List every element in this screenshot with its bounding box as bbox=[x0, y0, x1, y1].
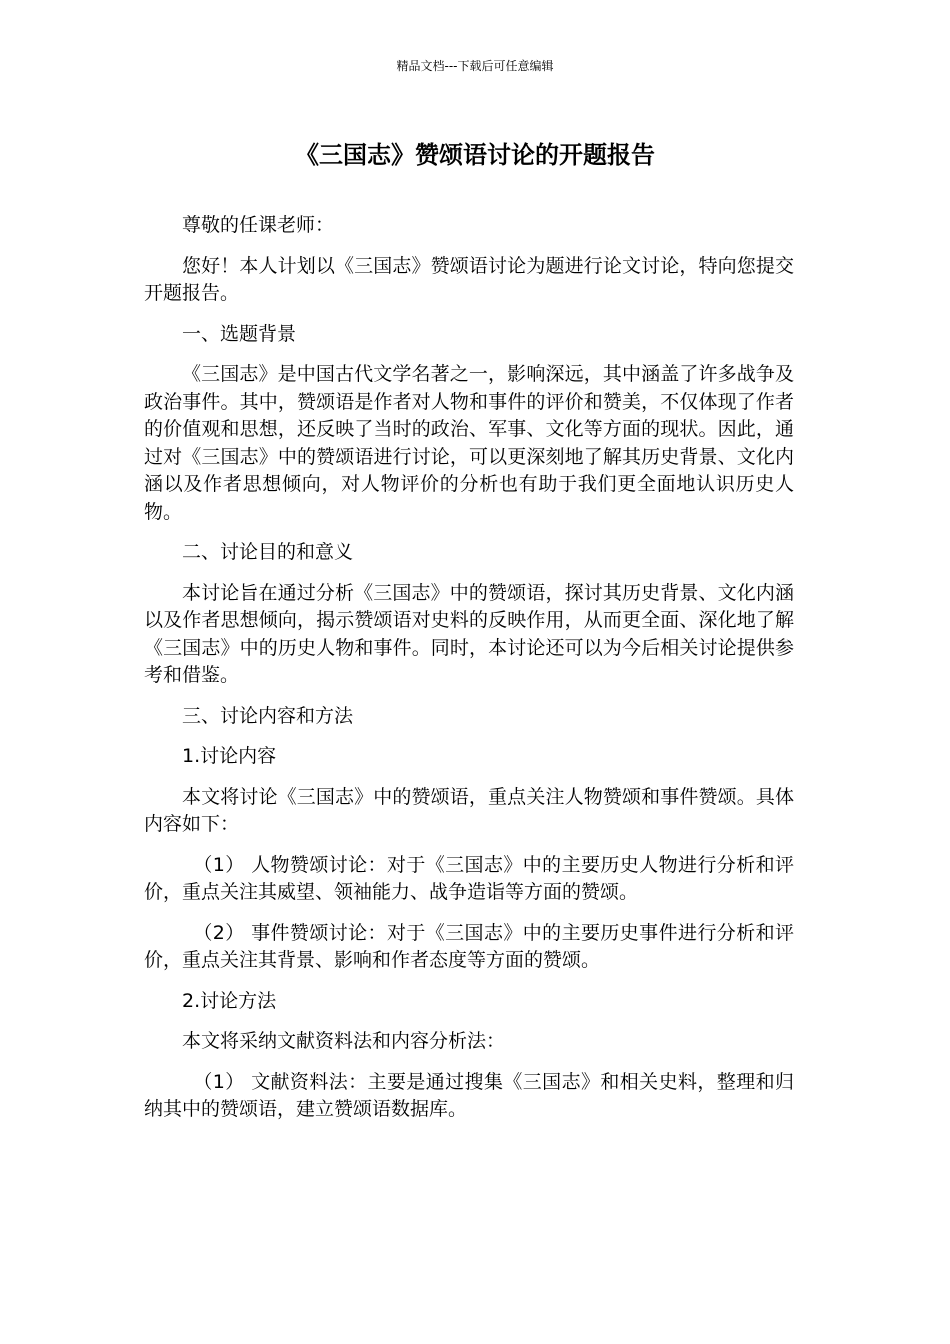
section-heading: 一、选题背景 bbox=[182, 322, 297, 345]
subsection-heading: 2.讨论方法 bbox=[182, 989, 277, 1012]
section-heading: 二、讨论目的和意义 bbox=[182, 541, 354, 563]
body-paragraph: 本文将讨论《三国志》中的赞颂语，重点关注人物赞颂和事件赞颂。具体内容如下： bbox=[144, 785, 794, 835]
header-note: 精品文档---下载后可任意编辑 bbox=[396, 59, 554, 73]
body-paragraph: 本讨论旨在通过分析《三国志》中的赞颂语，探讨其历史背景、文化内涵以及作者思想倾向，揭示赞颂语对史料的反映作用，从而更全面、深化地了解《三国志》中的历史人物和事件。同时，本讨论还可以为今后相关讨论提供参考和借鉴。 bbox=[144, 581, 794, 686]
document-body bbox=[144, 212, 794, 1137]
list-item: （1） 文献资料法：主要是通过搜集《三国志》和相关史料，整理和归纳其中的赞颂语，建立赞颂语数据库。 bbox=[144, 1070, 794, 1120]
intro-paragraph: 您好！本人计划以《三国志》赞颂语讨论为题进行论文讨论，特向您提交开题报告。 bbox=[144, 254, 794, 304]
body-paragraph: 本文将采纳文献资料法和内容分析法： bbox=[182, 1030, 506, 1052]
document-title: 《三国志》赞颂语讨论的开题报告 bbox=[295, 141, 655, 169]
subsection-heading: 1.讨论内容 bbox=[182, 745, 277, 767]
section-heading: 三、讨论内容和方法 bbox=[182, 704, 354, 727]
list-item: （2） 事件赞颂讨论：对于《三国志》中的主要历史事件进行分析和评价，重点关注其背景、影响和作者态度等方面的赞颂。 bbox=[144, 921, 794, 971]
list-item: （1） 人物赞颂讨论：对于《三国志》中的主要历史人物进行分析和评价，重点关注其威望、领袖能力、战争造诣等方面的赞颂。 bbox=[144, 853, 794, 903]
salutation: 尊敬的任课老师： bbox=[182, 214, 335, 236]
body-paragraph: 《三国志》是中国古代文学名著之一，影响深远，其中涵盖了许多战争及政治事件。其中，赞颂语是作者对人物和事件的评价和赞美，不仅体现了作者的价值观和思想，还反映了当时的政治、军事、文化等方面的现状。因此，通过对《三国志》中的赞颂语进行讨论，可以更深刻地了解其历史背景、文化内涵以及作者思想倾向，对人物评价的分析也有助于我们更全面地认识历史人物。 bbox=[144, 363, 794, 523]
